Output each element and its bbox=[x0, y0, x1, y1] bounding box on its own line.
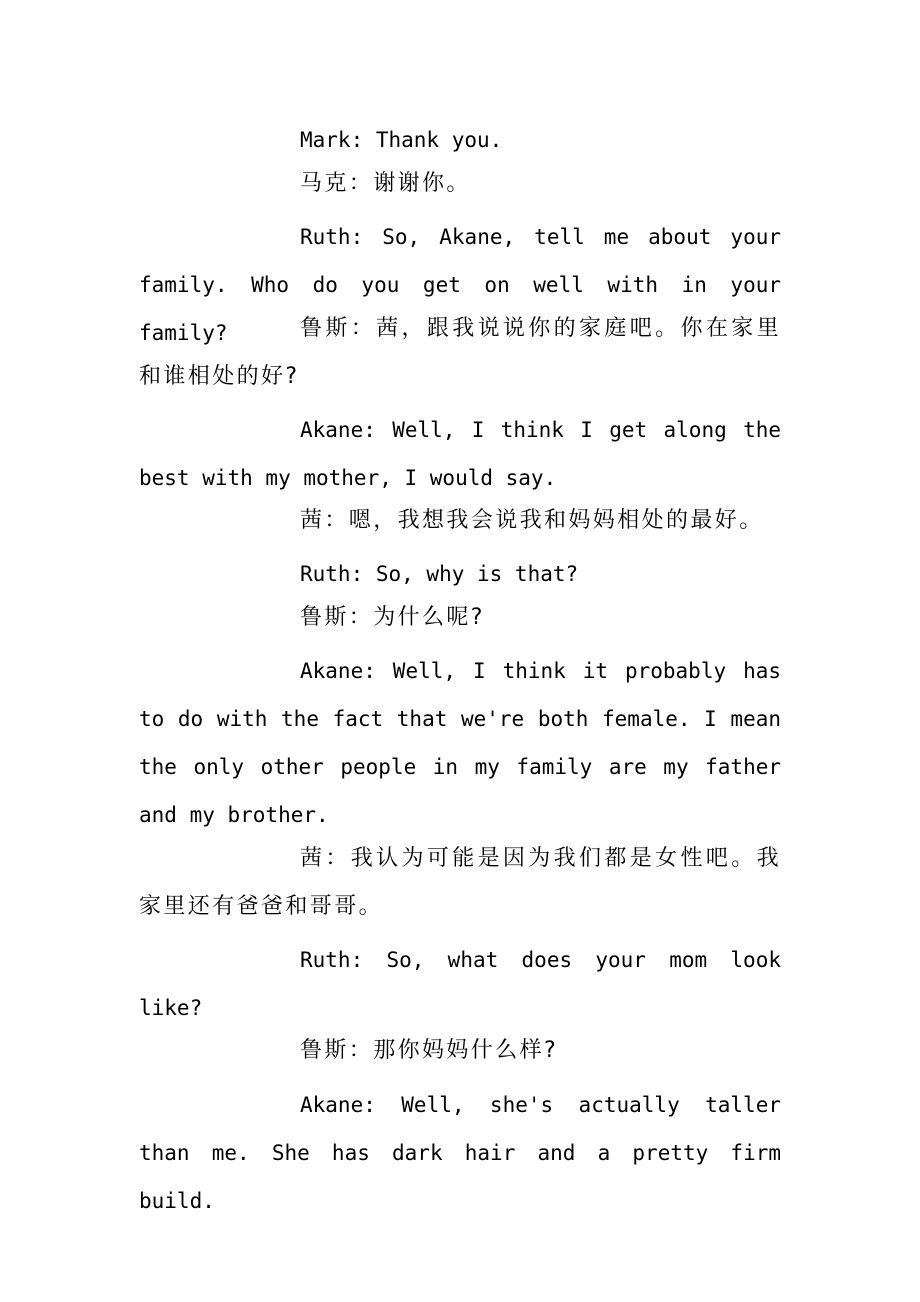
paragraph-akane-mother-zh: 茜：嗯，我想我会说我和妈妈相处的最好。 bbox=[300, 508, 764, 533]
paragraph-ruth-family-zh: 鲁斯：茜，跟我说说你的家庭吧。你在家里和谁相处的好? bbox=[139, 316, 781, 389]
paragraph-akane-mother: Akane: Well, I think I get along the best with my mother, I would say. bbox=[139, 418, 781, 490]
paragraph-akane-female: Akane: Well, I think it probably has to do with the fact that we're both female. I mean the only other people in my family are my father and my brother. bbox=[139, 659, 781, 827]
paragraph-ruth-mom: Ruth: So, what does your mom look like? bbox=[139, 948, 781, 1020]
paragraph-mark-thanks-zh: 马克：谢谢你。 bbox=[300, 171, 471, 196]
paragraph-mark-thanks: Mark: Thank you. bbox=[300, 128, 503, 152]
paragraph-ruth-family: Ruth: So, Akane, tell me about your family. Who do you get on well with in your family? bbox=[139, 225, 781, 345]
paragraph-ruth-mom-zh: 鲁斯：那你妈妈什么样? bbox=[300, 1038, 559, 1063]
paragraph-ruth-why: Ruth: So, why is that? bbox=[300, 562, 579, 586]
paragraph-akane-female-zh: 茜：我认为可能是因为我们都是女性吧。我家里还有爸爸和哥哥。 bbox=[139, 846, 781, 919]
paragraph-akane-description: Akane: Well, she's actually taller than me. She has dark hair and a pretty firm build. bbox=[139, 1093, 781, 1213]
paragraph-ruth-why-zh: 鲁斯：为什么呢? bbox=[300, 605, 485, 630]
